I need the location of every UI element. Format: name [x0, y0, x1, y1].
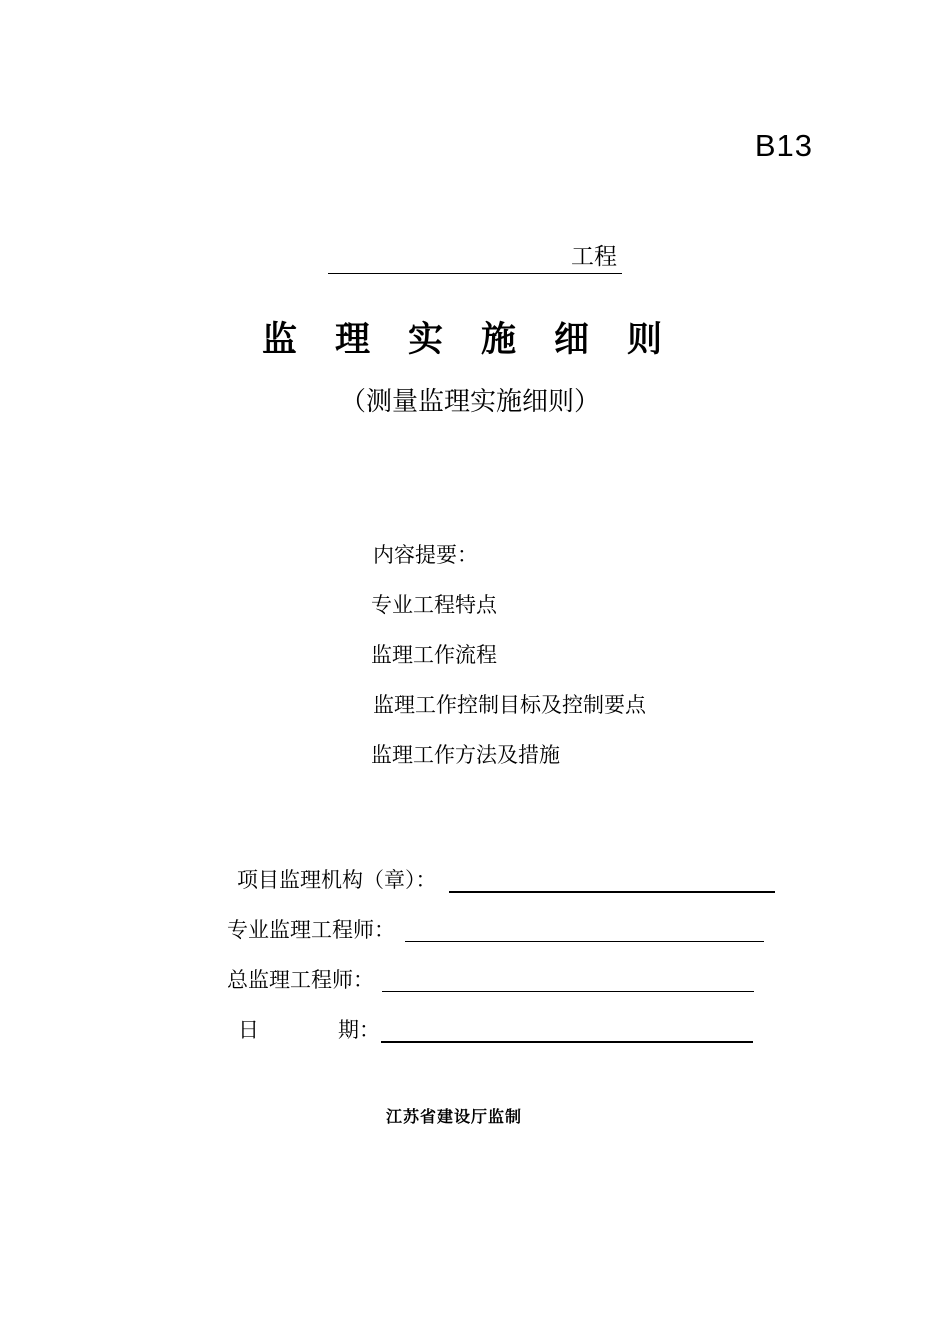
specialist-engineer-label: 专业监理工程师： — [227, 918, 395, 942]
document-title: 监理实施细则 — [262, 320, 701, 360]
contents-item: 专业工程特点 — [371, 593, 497, 617]
contents-item: 监理工作方法及措施 — [371, 743, 560, 767]
contents-item: 监理工作流程 — [371, 643, 497, 667]
document-subtitle: （测量监理实施细则） — [340, 387, 601, 417]
project-name-underline — [328, 273, 622, 274]
date-label-left: 日 — [238, 1018, 259, 1042]
project-suffix: 工程 — [571, 244, 617, 270]
date-label-right: 期： — [338, 1018, 380, 1042]
chief-engineer-field[interactable] — [382, 991, 754, 992]
supervision-org-field[interactable] — [449, 891, 775, 893]
contents-heading: 内容提要： — [373, 543, 478, 567]
supervision-org-label: 项目监理机构（章）： — [237, 868, 437, 892]
form-code: B13 — [754, 128, 813, 163]
date-field[interactable] — [381, 1041, 753, 1043]
chief-engineer-label: 总监理工程师： — [227, 968, 374, 992]
specialist-engineer-field[interactable] — [405, 941, 764, 942]
issuer-footer: 江苏省建设厅监制 — [386, 1107, 523, 1126]
contents-item: 监理工作控制目标及控制要点 — [373, 693, 646, 717]
